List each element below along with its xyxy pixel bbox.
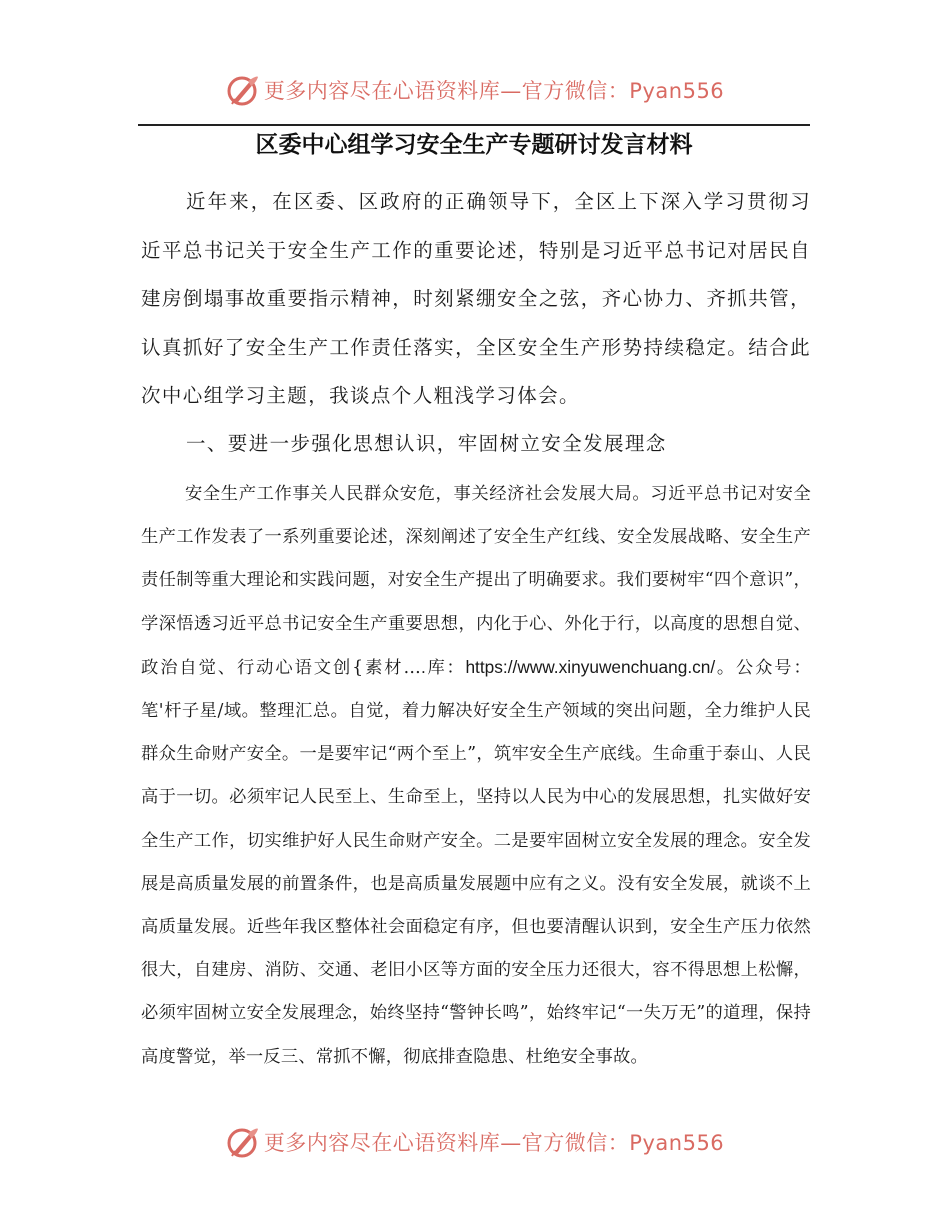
footer-banner xyxy=(0,1122,950,1162)
feather-pen-logo-icon xyxy=(226,73,260,107)
header-rule xyxy=(138,124,810,126)
section-1-url-text: .库：https://www.xinyuwenchuang.cn/。 xyxy=(420,656,736,677)
header-banner-text: 更多内容尽在心语资料库—官方微信：Pyan556 xyxy=(263,79,725,103)
feather-pen-logo-icon xyxy=(226,1125,260,1159)
intro-paragraph: 近年来，在区委、区政府的正确领导下，全区上下深入学习贯彻习近平总书记关于安全生产工作的重要论述，特别是习近平总书记对居民自建房倒塌事故重要指示精神，时刻紧绷安全之弦，齐心协力、齐抓共管，认真抓好了安全生产工作责任落实，全区安全生产形势持续稳定。结合此次中心组学习主题，我谈点个人粗浅学习体会。 xyxy=(141,190,811,407)
header-banner xyxy=(0,70,950,110)
footer-banner-text: 更多内容尽在心语资料库—官方微信：Pyan556 xyxy=(263,1131,725,1155)
section-heading-1: 一、要进一步强化思想认识，牢固树立安全发展理念 xyxy=(186,432,667,455)
section-1-text-a: 安全生产工作事关人民群众安危，事关经济社会发展大局。习近平总书记对安全生产工作发表了一系列重要论述，深刻阐述了安全生产红线、安全发展战略、安全生产责任制等重大理论和实践问题，对安全生产提出了明确要求。我们要树牢“四个意识”，学深悟透习近平总书记安全生产重要思想，内化于心、外化于行，以高度的思想自觉、政治自觉、行动心语文创{素材… xyxy=(141,484,811,678)
section-1-text-c: 公众号：笔'杆子星/域。整理汇总。自觉，着力解决好安全生产领域的突出问题，全力维护人民群众生命财产安全。一是要牢记“两个至上”，筑牢安全生产底线。生命重于泰山、人民高于一切。必须牢记人民至上、生命至上，坚持以人民为中心的发展思想，扎实做好安全生产工作，切实维护好人民生命财产安全。二是要牢固树立安全发展的理念。安全发展是高质量发展的前置条件，也是高质量发展题中应有之义。没有安全发展，就谈不上高质量发展。近些年我区整体社会面稳定有序，但也要清醒认识到，安全生产压力依然很大，自建房、消防、交通、老旧小区等方面的安全压力还很大，容不得思想上松懈，必须牢固树立安全发展理念，始终坚持“警钟长鸣”，始终牢记“一失万无”的道理，保持高度警觉，举一反三、常抓不懈，彻底排查隐患、杜绝安全事故。 xyxy=(141,657,811,1067)
page-title: 区委中心组学习安全生产专题研讨发言材料 xyxy=(255,132,693,158)
section-1-paragraph xyxy=(141,473,811,1079)
